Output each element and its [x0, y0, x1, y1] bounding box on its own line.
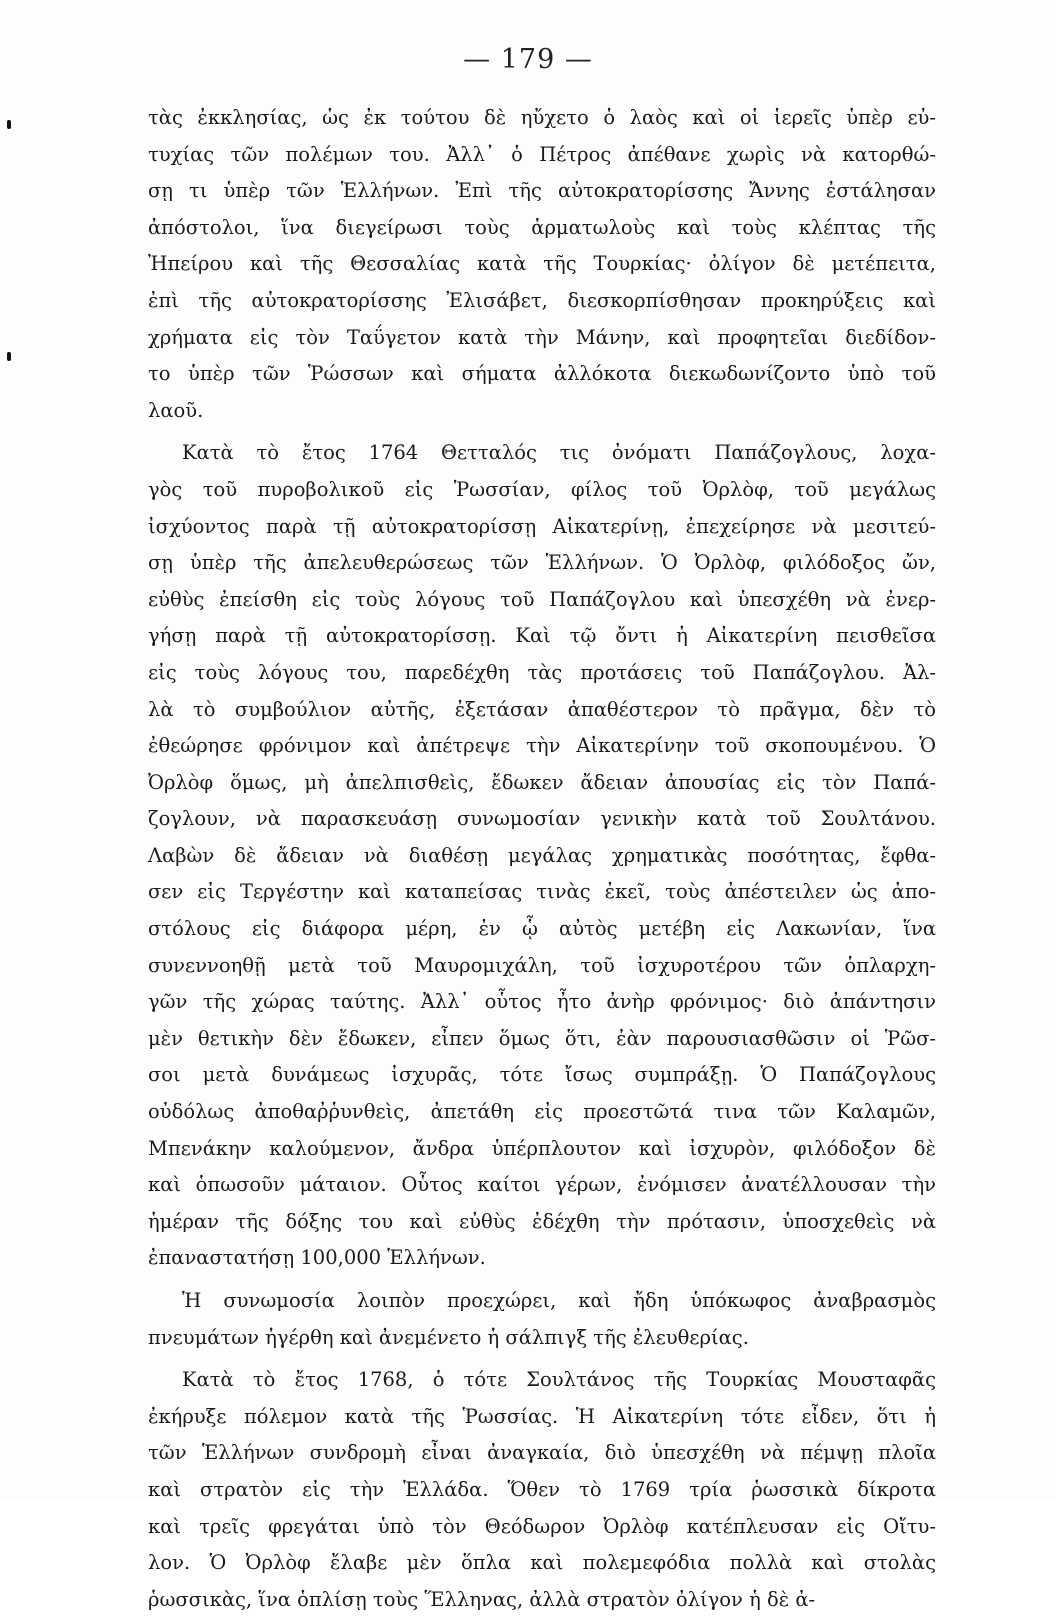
text-line: πνευμάτων ἠγέρθη καὶ ἀνεμένετο ἡ σάλπιγξ τῆς ἐλευθερίας. [148, 1325, 749, 1349]
body-text [148, 100, 936, 1618]
text-line: Λαβὼν δὲ ἄδειαν νὰ διαθέσῃ μεγάλας χρηματικὰς ποσότητας, ἔφθα- [148, 843, 936, 867]
text-line: ἡμέραν τῆς δόξης του καὶ εὐθὺς ἐδέχθη τὴν πρότασιν, ὑποσχεθεὶς νὰ [148, 1209, 936, 1233]
paragraph [148, 435, 936, 1277]
text-line: Ὀρλὸφ ὅμως, μὴ ἀπελπισθεὶς, ἔδωκεν ἄδειαν ἀπουσίας εἰς τὸν Παπά- [148, 770, 936, 794]
text-line: ῥωσσικὰς, ἵνα ὁπλίσῃ τοὺς Ἕλληνας, ἀλλὰ στρατὸν ὀλίγον ἡ δὲ ἀ- [148, 1587, 816, 1611]
text-line: ἐπαναστατήσῃ 100,000 Ἑλλήνων. [148, 1246, 486, 1270]
text-line: Ἡ συνωμοσία λοιπὸν προεχώρει, καὶ ἤδη ὑπόκωφος ἀναβρασμὸς [182, 1289, 936, 1312]
text-line: μὲν θετικὴν δὲν ἔδωκεν, εἶπεν ὅμως ὅτι, ἐὰν παρουσιασθῶσιν οἱ Ῥῶσ- [148, 1026, 936, 1050]
text-line: χρήματα εἰς τὸν Ταΰγετον κατὰ τὴν Μάνην, καὶ προφητεῖαι διεδίδον- [148, 325, 936, 349]
text-line: Μπενάκην καλούμενον, ἄνδρα ὑπέρπλουτον καὶ ἰσχυρὸν, φιλόδοξον δὲ [148, 1136, 936, 1160]
text-line: σοι μετὰ δυνάμεως ἰσχυρᾶς, τότε ἴσως συμπράξῃ. Ὁ Παπάζογλους [148, 1063, 936, 1087]
text-line: τῶν Ἑλλήνων συνδρομὴ εἶναι ἀναγκαία, διὸ ὑπεσχέθη νὰ πέμψῃ πλοῖα [148, 1441, 936, 1465]
text-line: ἐκήρυξε πόλεμον κατὰ τῆς Ῥωσσίας. Ἡ Αἰκατερίνη τότε εἶδεν, ὅτι ἡ [148, 1404, 936, 1428]
text-line: οὐδόλως ἀποθαῤῥυνθεὶς, ἀπετάθη εἰς προεστῶτά τινα τῶν Καλαμῶν, [148, 1100, 936, 1124]
text-line: εἰς τοὺς λόγους του, παρεδέχθη τὰς προτάσεις τοῦ Παπάζογλου. Ἀλ- [148, 660, 936, 684]
text-line: γήσῃ παρὰ τῇ αὐτοκρατορίσσῃ. Καὶ τῷ ὄντι ἡ Αἰκατερίνη πεισθεῖσα [148, 624, 936, 648]
text-line: καὶ τρεῖς φρεγάται ὑπὸ τὸν Θεόδωρον Ὀρλὸφ κατέπλευσαν εἰς Οἴτυ- [148, 1514, 936, 1538]
text-line: σῃ ὑπὲρ τῆς ἀπελευθερώσεως τῶν Ἑλλήνων. Ὁ Ὀρλὸφ, φιλόδοξος ὤν, [148, 551, 936, 575]
text-line: Ἠπείρου καὶ τῆς Θεσσαλίας κατὰ τῆς Τουρκίας· ὀλίγον δὲ μετέπειτα, [148, 252, 936, 276]
paragraph [148, 100, 936, 429]
text-line: καὶ ὁπωσοῦν μάταιον. Οὗτος καίτοι γέρων, ἐνόμισεν ἀνατέλλουσαν τὴν [148, 1173, 936, 1197]
page-number: — 179 — [463, 44, 593, 75]
text-line: γὸς τοῦ πυροβολικοῦ εἰς Ῥωσσίαν, φίλος τοῦ Ὀρλὸφ, τοῦ μεγάλως [148, 477, 936, 501]
text-line: τυχίας τῶν πολέμων του. Ἀλλ᾽ ὁ Πέτρος ἀπέθανε χωρὶς νὰ κατορθώ- [148, 142, 936, 166]
text-line: λαοῦ. [148, 398, 204, 422]
text-line: καὶ στρατὸν εἰς τὴν Ἑλλάδα. Ὅθεν τὸ 1769 τρία ῥωσσικὰ δίκροτα [148, 1477, 936, 1501]
text-line: ἐπὶ τῆς αὐτοκρατορίσσης Ἐλισάβετ, διεσκορπίσθησαν προκηρύξεις καὶ [148, 288, 936, 312]
text-line: ἐθεώρησε φρόνιμον καὶ ἀπέτρεψε τὴν Αἰκατερίνην τοῦ σκοπουμένου. Ὁ [148, 734, 936, 758]
text-line: τὰς ἐκκλησίας, ὡς ἐκ τούτου δὲ ηὔχετο ὁ λαὸς καὶ οἱ ἱερεῖς ὑπὲρ εὐ- [148, 106, 936, 129]
text-line: ζογλουν, νὰ παρασκευάσῃ συνωμοσίαν γενικὴν κατὰ τοῦ Σουλτάνου. [148, 807, 936, 831]
text-line: γῶν τῆς χώρας ταύτης. Ἀλλ᾽ οὗτος ἦτο ἀνὴρ φρόνιμος· διὸ ἀπάντησιν [148, 990, 936, 1014]
paragraph [148, 1362, 936, 1618]
text-line: στόλους εἰς διάφορα μέρη, ἐν ᾧ αὐτὸς μετέβη εἰς Λακωνίαν, ἵνα [148, 917, 936, 941]
text-line: σῃ τι ὑπὲρ τῶν Ἑλλήνων. Ἐπὶ τῆς αὐτοκρατορίσσης Ἄννης ἐστάλησαν [148, 179, 936, 203]
margin-ink-mark [7, 120, 11, 129]
text-line: λον. Ὁ Ὀρλὸφ ἔλαβε μὲν ὅπλα καὶ πολεμεφόδια πολλὰ καὶ στολὰς [148, 1551, 936, 1575]
margin-ink-mark [7, 352, 11, 361]
text-line: ἰσχύοντος παρὰ τῇ αὐτοκρατορίσσῃ Αἰκατερίνῃ, ἐπεχείρησε νὰ μεσιτεύ- [148, 514, 936, 538]
text-line: ἀπόστολοι, ἵνα διεγείρωσι τοὺς ἁρματωλοὺς καὶ τοὺς κλέπτας τῆς [148, 215, 936, 239]
text-line: συνεννοηθῇ μετὰ τοῦ Μαυρομιχάλη, τοῦ ἰσχυροτέρου τῶν ὁπλαρχη- [148, 953, 936, 977]
paragraph [148, 1283, 936, 1356]
text-line: Κατὰ τὸ ἔτος 1768, ὁ τότε Σουλτάνος τῆς Τουρκίας Μουσταφᾶς [182, 1368, 936, 1392]
text-line: Κατὰ τὸ ἔτος 1764 Θετταλός τις ὀνόματι Παπάζογλους, λοχα- [182, 441, 936, 465]
text-line: το ὑπὲρ τῶν Ῥώσσων καὶ σήματα ἀλλόκοτα διεκωδωνίζοντο ὑπὸ τοῦ [148, 362, 936, 386]
text-line: σεν εἰς Τεργέστην καὶ καταπείσας τινὰς ἐκεῖ, τοὺς ἀπέστειλεν ὡς ἀπο- [148, 880, 936, 904]
text-line: λὰ τὸ συμβούλιον αὐτῆς, ἐξετάσαν ἀπαθέστερον τὸ πρᾶγμα, δὲν τὸ [148, 697, 936, 721]
text-line: εὐθὺς ἐπείσθη εἰς τοὺς λόγους τοῦ Παπάζογλου καὶ ὑπεσχέθη νὰ ἐνερ- [148, 587, 936, 611]
